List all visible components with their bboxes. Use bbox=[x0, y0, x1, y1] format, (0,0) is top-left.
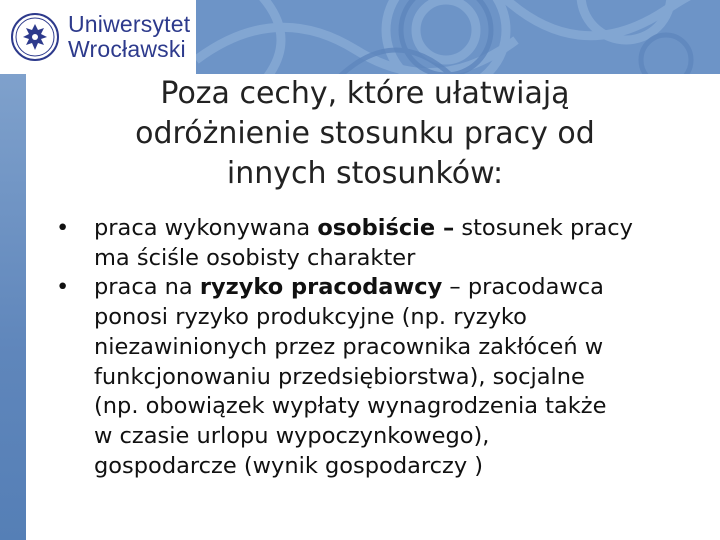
bullet-marker: • bbox=[56, 274, 70, 301]
bullet-2-text-cont: – pracodawca bbox=[442, 274, 604, 301]
title-line3: innych stosunków: bbox=[226, 156, 504, 191]
bullet-2-text: praca na bbox=[94, 274, 200, 301]
bullet-2-line-5: (np. obowiązek wypłaty wynagrodzenia także bbox=[94, 393, 607, 420]
left-decorative-band bbox=[0, 74, 26, 540]
university-logo bbox=[0, 0, 196, 74]
bullet-2-line-2: ponosi ryzyko produkcyjne (np. ryzyko bbox=[94, 304, 527, 331]
bullet-item-2 bbox=[50, 273, 718, 481]
bullet-2-bold-text: ryzyko pracodawcy bbox=[199, 274, 443, 301]
bullet-1-bold-text: osobiście – bbox=[317, 215, 455, 241]
header-swirl-pattern bbox=[196, 0, 720, 74]
bullet-2-line-6: w czasie urlopu wypoczynkowego), bbox=[94, 422, 490, 449]
bullet-2-line-3: niezawinionych przez pracownika zakłóceń w bbox=[94, 333, 604, 360]
title-line2: odróżnienie stosunku pracy od bbox=[135, 116, 595, 151]
title-line1: Poza cechy, które ułatwiają bbox=[160, 76, 570, 111]
bullet-1-line-1 bbox=[94, 214, 718, 244]
bullet-marker: • bbox=[56, 215, 70, 241]
eagle-crest-icon bbox=[10, 12, 60, 62]
logo-text-line1: Uniwersytet bbox=[68, 11, 191, 37]
bullet-1-line-2: ma ściśle osobisty charakter bbox=[94, 244, 416, 271]
bullet-item-1 bbox=[50, 214, 718, 273]
slide-title bbox=[70, 74, 660, 194]
bullet-2-line-1 bbox=[94, 273, 718, 303]
bullet-1-text-cont: stosunek pracy bbox=[454, 215, 633, 241]
bullet-2-line-4: funkcjonowaniu przedsiębiorstwa), socjalne bbox=[94, 363, 585, 390]
bullet-2-line-7: gospodarcze (wynik gospodarczy ) bbox=[94, 452, 484, 479]
logo-text-line2: Wrocławski bbox=[68, 36, 186, 62]
header-decorative-band bbox=[196, 0, 720, 74]
bullet-list bbox=[50, 214, 718, 481]
bullet-1-text: praca wykonywana bbox=[94, 215, 318, 241]
